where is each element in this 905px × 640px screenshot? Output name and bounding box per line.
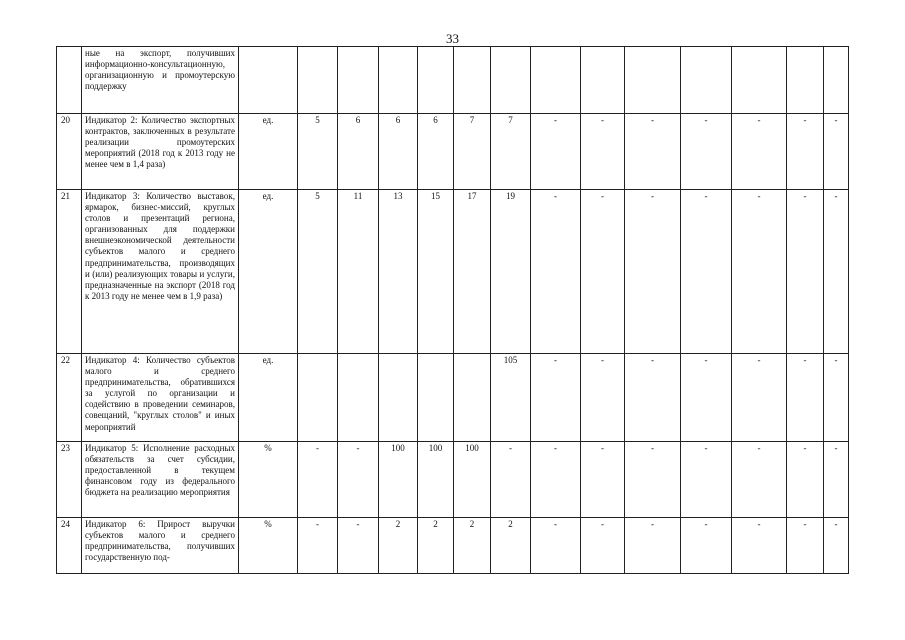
- value-cell: -: [581, 442, 625, 518]
- value-cell: -: [531, 354, 581, 442]
- value-cell: [379, 354, 418, 442]
- value-cell: [298, 354, 338, 442]
- table-row: [57, 354, 849, 442]
- value-cell: -: [531, 518, 581, 574]
- row-number-cell: 22: [57, 354, 82, 442]
- value-cell: 100: [379, 442, 418, 518]
- value-cell: 13: [379, 190, 418, 354]
- row-number-cell: [57, 47, 82, 114]
- value-cell: -: [531, 442, 581, 518]
- page-number: 33: [446, 31, 459, 46]
- value-cell: 6: [379, 114, 418, 190]
- value-cell: [732, 47, 787, 114]
- indicator-description-cell: Индикатор 3: Количество выставок, ярмарок, бизнес-миссий, круглых столов и презентаций региона, организованных для поддержки внешнеэкономической деятельности субъектов малого и среднего предпринимательства, производящих и (или) реализующих товары и услуги, предназначенные на экспорт (2018 год к 2013 году не менее чем в 1,9 раза): [82, 190, 239, 354]
- value-cell: 5: [298, 114, 338, 190]
- unit-cell: ед.: [239, 354, 298, 442]
- value-cell: -: [681, 114, 732, 190]
- value-cell: -: [298, 442, 338, 518]
- value-cell: -: [581, 190, 625, 354]
- value-cell: 7: [454, 114, 491, 190]
- value-cell: -: [787, 442, 824, 518]
- indicator-description-cell: Индикатор 6: Прирост выручки субъектов малого и среднего предпринимательства, получивших государственную под-: [82, 518, 239, 574]
- row-number-cell: 20: [57, 114, 82, 190]
- value-cell: -: [625, 354, 681, 442]
- value-cell: -: [625, 190, 681, 354]
- value-cell: 2: [454, 518, 491, 574]
- value-cell: -: [787, 190, 824, 354]
- value-cell: 5: [298, 190, 338, 354]
- unit-cell: %: [239, 442, 298, 518]
- value-cell: -: [625, 442, 681, 518]
- value-cell: -: [681, 190, 732, 354]
- value-cell: -: [681, 442, 732, 518]
- value-cell: -: [681, 354, 732, 442]
- value-cell: -: [732, 442, 787, 518]
- value-cell: 100: [418, 442, 454, 518]
- value-cell: 100: [454, 442, 491, 518]
- indicators-table: [56, 46, 849, 574]
- value-cell: -: [732, 518, 787, 574]
- value-cell: 2: [491, 518, 531, 574]
- value-cell: [298, 47, 338, 114]
- indicator-description-cell: Индикатор 4: Количество субъектов малого и среднего предпринимательства, обратившихся за услугой по организации и содействию в проведении семинаров, совещаний, "круглых столов" и иных мероприятий: [82, 354, 239, 442]
- value-cell: 2: [418, 518, 454, 574]
- value-cell: 11: [338, 190, 379, 354]
- value-cell: [491, 47, 531, 114]
- value-cell: [625, 47, 681, 114]
- value-cell: -: [625, 518, 681, 574]
- value-cell: -: [787, 354, 824, 442]
- value-cell: [338, 354, 379, 442]
- value-cell: -: [681, 518, 732, 574]
- value-cell: -: [338, 442, 379, 518]
- unit-cell: [239, 47, 298, 114]
- value-cell: -: [732, 354, 787, 442]
- value-cell: 17: [454, 190, 491, 354]
- table-row: [57, 190, 849, 354]
- value-cell: -: [824, 442, 849, 518]
- value-cell: -: [531, 190, 581, 354]
- value-cell: [338, 47, 379, 114]
- value-cell: -: [491, 442, 531, 518]
- value-cell: -: [531, 114, 581, 190]
- value-cell: [418, 354, 454, 442]
- value-cell: 7: [491, 114, 531, 190]
- value-cell: -: [732, 114, 787, 190]
- value-cell: [454, 47, 491, 114]
- value-cell: [681, 47, 732, 114]
- unit-cell: ед.: [239, 190, 298, 354]
- row-number-cell: 21: [57, 190, 82, 354]
- value-cell: -: [787, 518, 824, 574]
- value-cell: -: [824, 354, 849, 442]
- indicator-description-cell: ные на экспорт, получивших информационно-консультационную, организационную и промоутерскую поддержку: [82, 47, 239, 114]
- value-cell: [418, 47, 454, 114]
- value-cell: [581, 47, 625, 114]
- value-cell: -: [625, 114, 681, 190]
- value-cell: -: [824, 518, 849, 574]
- unit-cell: ед.: [239, 114, 298, 190]
- value-cell: 6: [418, 114, 454, 190]
- value-cell: [379, 47, 418, 114]
- value-cell: [824, 47, 849, 114]
- value-cell: [454, 354, 491, 442]
- row-number-cell: 24: [57, 518, 82, 574]
- value-cell: -: [581, 114, 625, 190]
- table-row: [57, 47, 849, 114]
- value-cell: [787, 47, 824, 114]
- value-cell: [531, 47, 581, 114]
- value-cell: 6: [338, 114, 379, 190]
- value-cell: -: [824, 114, 849, 190]
- table-row: [57, 114, 849, 190]
- value-cell: -: [824, 190, 849, 354]
- value-cell: 19: [491, 190, 531, 354]
- value-cell: -: [298, 518, 338, 574]
- value-cell: 15: [418, 190, 454, 354]
- indicator-description-cell: Индикатор 2: Количество экспортных контрактов, заключенных в результате реализации промоутерских мероприятий (2018 год к 2013 году не менее чем в 1,4 раза): [82, 114, 239, 190]
- table-row: [57, 518, 849, 574]
- value-cell: 105: [491, 354, 531, 442]
- row-number-cell: 23: [57, 442, 82, 518]
- unit-cell: %: [239, 518, 298, 574]
- indicator-description-cell: Индикатор 5: Исполнение расходных обязательств за счет субсидии, предоставленной в текущем финансовом году из федерального бюджета на реализацию мероприятия: [82, 442, 239, 518]
- value-cell: -: [787, 114, 824, 190]
- value-cell: -: [581, 518, 625, 574]
- value-cell: -: [581, 354, 625, 442]
- value-cell: -: [338, 518, 379, 574]
- value-cell: 2: [379, 518, 418, 574]
- value-cell: -: [732, 190, 787, 354]
- table-row: [57, 442, 849, 518]
